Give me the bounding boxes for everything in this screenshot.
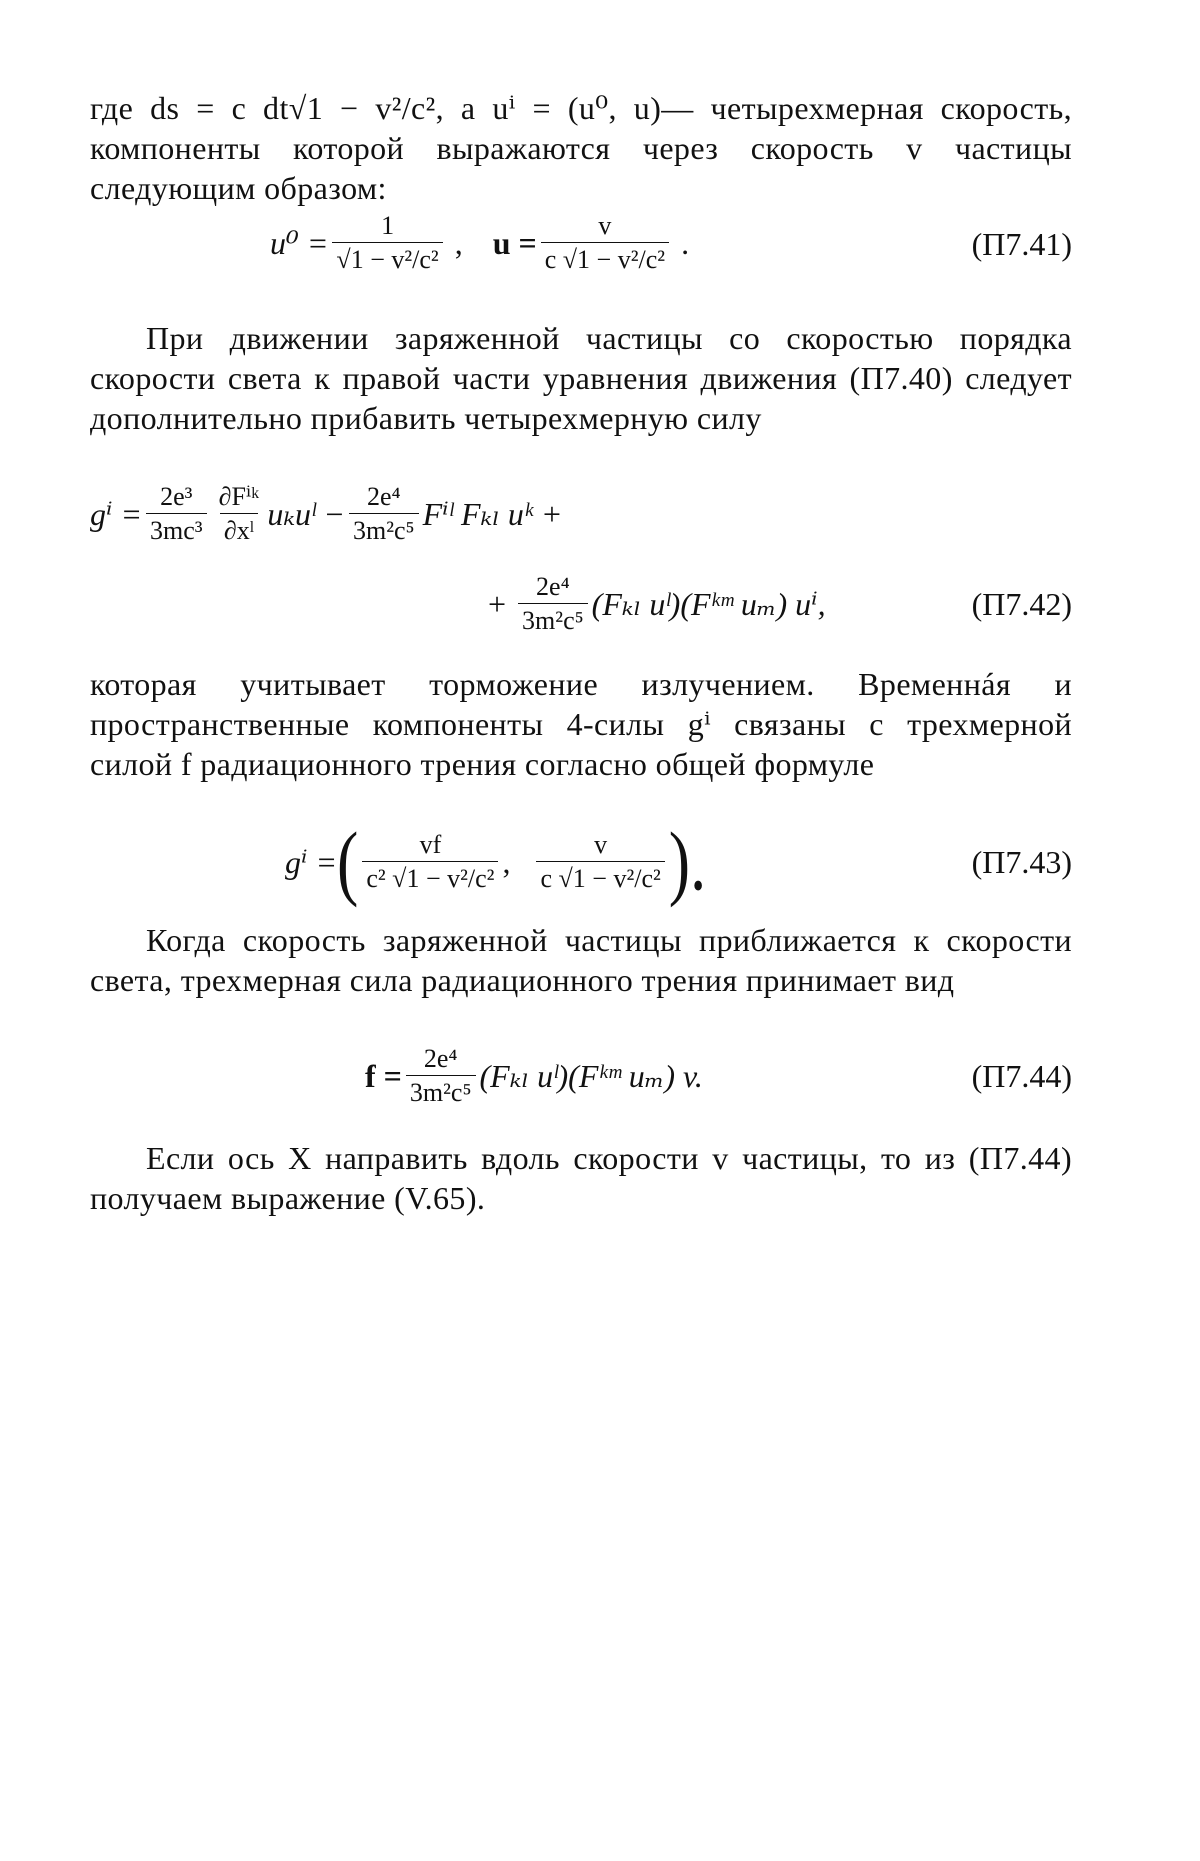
- paragraph-4: [90, 920, 1072, 1000]
- eq43-frac1-denominator: c² √1 − v²/c²: [362, 861, 498, 894]
- eq42-fraction-1: [146, 483, 207, 546]
- eq44-lhs: f =: [365, 1057, 402, 1094]
- eq42-fraction-2: [215, 483, 264, 546]
- eq41-lhs-u: u =: [492, 224, 537, 261]
- eq42-term-3: (Fₖₗ uˡ)(Fᵏᵐ uₘ) uⁱ,: [591, 586, 826, 622]
- equation-number-p7-42: (П7.42): [971, 586, 1072, 622]
- paragraph-5: [90, 1138, 1072, 1218]
- eq42-frac2-numerator: ∂Fⁱᵏ: [218, 481, 260, 511]
- eq44-rhs: (Fₖₗ uˡ)(Fᵏᵐ uₘ) v.: [479, 1058, 703, 1094]
- eq42-plus: +: [488, 585, 507, 622]
- eq41-fraction-1: [332, 212, 442, 275]
- eq42-frac1-numerator: 2e³: [160, 481, 193, 511]
- eq43-frac2-denominator: c √1 − v²/c²: [536, 861, 664, 894]
- eq41-fraction-2: [541, 212, 669, 275]
- eq44-denominator: 3m²c⁵: [406, 1075, 476, 1108]
- eq42-frac3-denominator: 3m²c⁵: [349, 513, 419, 546]
- eq43-open-paren: (: [337, 815, 359, 908]
- eq43-fraction-2: [536, 831, 664, 894]
- equation-p7-43: [90, 815, 1072, 908]
- equation-p7-44: [90, 1040, 1072, 1112]
- eq42-frac4-denominator: 3m²c⁵: [518, 603, 588, 636]
- eq41-lhs-u0: u⁰ =: [270, 225, 329, 261]
- equation-p7-42: [90, 478, 1072, 638]
- eq42-frac3-numerator: 2e⁴: [366, 481, 401, 511]
- eq43-frac2-numerator: v: [594, 829, 608, 859]
- eq42-frac1-denominator: 3mc³: [146, 513, 207, 546]
- paragraph-5-text: Если ось X направить вдоль скорости v частицы, то из (П7.44) получаем выражение (V.65).: [90, 1140, 1072, 1216]
- eq41-frac2-denominator: c √1 − v²/c²: [541, 242, 669, 275]
- paragraph-3-text: которая учитывает торможение излучением. Временнáя и пространственные компоненты 4-силы gⁱ связаны с трехмерной силой f радиационного трения согласно общей формуле: [90, 666, 1072, 782]
- equation-number-p7-43: (П7.43): [971, 844, 1072, 880]
- eq43-fraction-1: [362, 831, 498, 894]
- eq41-frac1-numerator: 1: [381, 210, 395, 240]
- eq41-frac1-denominator: √1 − v²/c²: [332, 242, 442, 275]
- equation-number-p7-44: (П7.44): [971, 1058, 1072, 1094]
- eq43-lhs: gⁱ =: [285, 844, 338, 880]
- paragraph-2: [90, 318, 1072, 438]
- eq44-fraction: [406, 1045, 476, 1108]
- eq44-numerator: 2e⁴: [423, 1043, 458, 1073]
- eq43-close-paren: ).: [668, 815, 707, 908]
- eq42-fraction-3: [349, 483, 419, 546]
- eq43-frac1-numerator: vf: [419, 829, 442, 859]
- paragraph-1-text: где ds = c dt√1 − v²/c², а uⁱ = (u⁰, u)— четырехмерная скорость, компоненты которой выражаются через скорость v частицы следующим образом:: [90, 90, 1072, 206]
- paragraph-1: [90, 88, 1072, 208]
- eq42-term-2: Fⁱˡ Fₖₗ uᵏ +: [422, 496, 563, 532]
- eq42-fraction-4: [518, 573, 588, 636]
- eq42-frac4-numerator: 2e⁴: [536, 571, 570, 601]
- paragraph-2-text: При движении заряженной частицы со скоростью порядка скорости света к правой части уравнения движения (П7.40) следует дополнительно прибавить четырехмерную силу: [90, 320, 1072, 436]
- eq42-term-1: uₖuˡ −: [267, 496, 345, 532]
- eq42-lhs: gⁱ =: [90, 496, 143, 532]
- eq43-comma: ,: [502, 843, 511, 880]
- eq42-frac2-denominator: ∂xˡ: [220, 513, 258, 546]
- paragraph-4-text: Когда скорость заряженной частицы приближается к скорости света, трехмерная сила радиационного трения принимает вид: [90, 922, 1072, 998]
- eq41-frac2-numerator: v: [598, 210, 612, 240]
- equation-number-p7-41: (П7.41): [971, 226, 1072, 262]
- equation-p7-41: u⁰ = $\frac{1}{\text{√1 − v²/c²}}$ , u = $\frac{v}{\text{c √1 − v²/c²}}$ . (П7.41): [270, 210, 1072, 274]
- paragraph-3: [90, 664, 1072, 784]
